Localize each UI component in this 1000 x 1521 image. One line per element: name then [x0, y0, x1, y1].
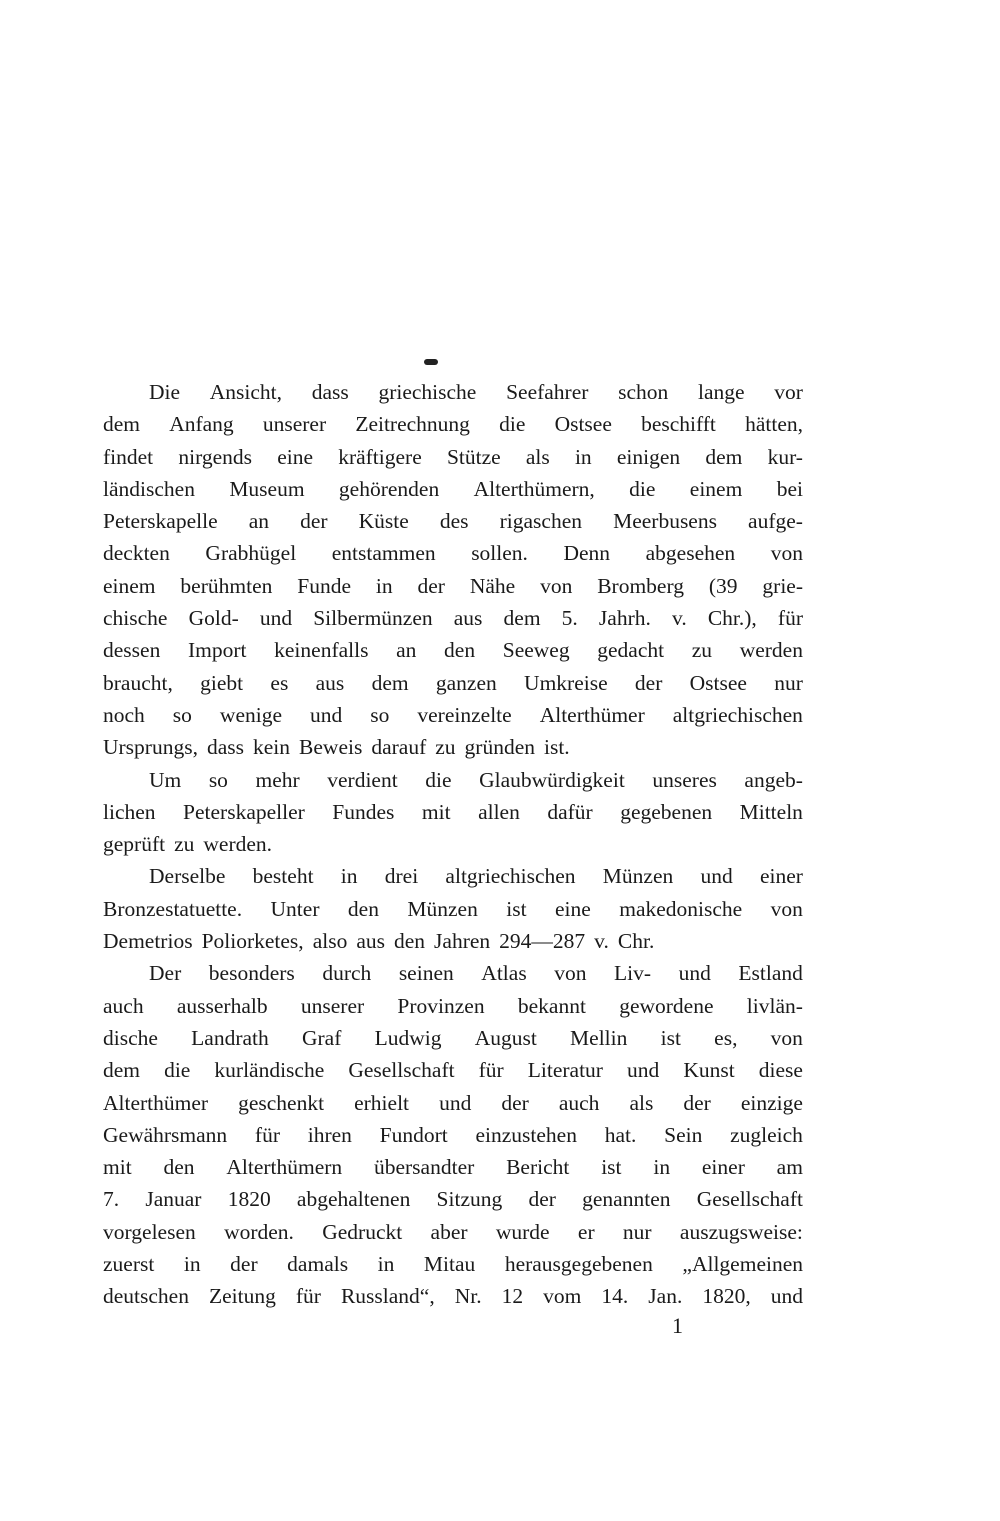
word: Gold- — [188, 606, 239, 631]
text-line — [103, 602, 803, 634]
text-line — [103, 1022, 803, 1054]
word: besonders — [208, 961, 295, 986]
word: der — [634, 670, 663, 695]
word: beschifft — [641, 412, 716, 437]
word: allen — [478, 799, 520, 824]
word: übersandter — [373, 1155, 475, 1180]
text-line — [103, 1183, 803, 1215]
word: ist — [660, 1025, 681, 1050]
word: 294—287 — [499, 929, 586, 954]
word: zu — [691, 638, 713, 663]
word: Atlas — [481, 961, 527, 986]
word: ist. — [543, 735, 570, 760]
text-line — [103, 1119, 803, 1151]
word: von — [770, 541, 803, 566]
word: zuerst — [103, 1252, 155, 1277]
word: gewordene — [619, 993, 714, 1018]
word: Alterthümer — [539, 702, 645, 727]
word: Ostsee — [689, 670, 747, 695]
text-line — [103, 699, 803, 731]
word: eine — [277, 444, 313, 469]
word: 7. — [103, 1187, 120, 1212]
word: wenige — [219, 702, 283, 727]
word: in — [375, 573, 393, 598]
word: entstammen — [331, 541, 436, 566]
word: den — [444, 638, 476, 663]
word: ist — [506, 896, 527, 921]
word: Literatur — [527, 1058, 603, 1083]
word: einigen — [616, 444, 681, 469]
word: in — [574, 444, 592, 469]
word: kein — [253, 735, 291, 760]
word: Jan. — [648, 1284, 683, 1309]
word: gründen — [464, 735, 535, 760]
word: Um — [149, 767, 182, 792]
page-number: 1 — [672, 1313, 683, 1338]
word: der — [230, 1252, 258, 1277]
word: herausgegebenen — [504, 1252, 653, 1277]
word: aus — [356, 929, 385, 954]
word: am — [776, 1155, 803, 1180]
word: von — [770, 896, 803, 921]
word: Chr.), — [707, 606, 757, 631]
word: zugleich — [730, 1122, 803, 1147]
word: makedonische — [619, 896, 743, 921]
word: Russland“, — [340, 1284, 435, 1309]
word: gegebenen — [620, 799, 713, 824]
word: geschenkt — [238, 1090, 325, 1115]
word: und — [310, 702, 343, 727]
text-line — [103, 473, 803, 505]
word: und — [770, 1284, 803, 1309]
word: Kunst — [683, 1058, 735, 1083]
word: Poliorketes, — [201, 929, 304, 954]
word: Funde — [297, 573, 351, 598]
word: (39 — [708, 573, 738, 598]
word: zu — [174, 832, 195, 857]
word: in — [183, 1252, 201, 1277]
word: Alterthümern, — [473, 476, 595, 501]
word: lichen — [103, 799, 156, 824]
word: so — [208, 767, 228, 792]
word: Zeitung — [208, 1284, 276, 1309]
word: in — [340, 864, 358, 889]
word: Gesellschaft — [696, 1187, 803, 1212]
word: ausserhalb — [176, 993, 268, 1018]
word: dem — [103, 412, 141, 437]
word: besteht — [252, 864, 314, 889]
word: abgehaltenen — [296, 1187, 411, 1212]
word: vom — [543, 1284, 582, 1309]
word: berühmten — [180, 573, 273, 598]
word: Gedruckt — [322, 1219, 403, 1244]
word: unseres — [652, 767, 717, 792]
word: Januar — [145, 1187, 202, 1212]
text-line — [103, 796, 803, 828]
word: einem — [103, 573, 156, 598]
text-line — [103, 1248, 803, 1280]
text-line — [103, 957, 803, 989]
word: unserer — [262, 412, 327, 437]
word: noch — [103, 702, 145, 727]
word: wurde — [495, 1219, 550, 1244]
word: Die — [149, 380, 181, 404]
word: dische — [103, 1025, 158, 1050]
word: Import — [187, 638, 247, 663]
word: auch — [103, 993, 144, 1018]
word: Fundort — [379, 1122, 448, 1147]
text-line — [103, 1054, 803, 1086]
text-line — [103, 441, 803, 473]
word: für — [254, 1122, 280, 1147]
word: ist — [601, 1155, 622, 1180]
word: dem — [705, 444, 743, 469]
word: dass — [206, 735, 244, 760]
text-line — [103, 1280, 803, 1312]
word: an — [396, 638, 417, 663]
word: Landrath — [191, 1025, 269, 1050]
text-line — [103, 764, 803, 796]
word: Alterthümer — [103, 1090, 209, 1115]
word: findet — [103, 444, 154, 469]
word: erhielt — [354, 1090, 410, 1115]
word: Silbermünzen — [313, 606, 433, 631]
word: Stütze — [446, 444, 501, 469]
word: bekannt — [517, 993, 586, 1018]
word: Der — [149, 961, 182, 986]
word: Alterthümern — [226, 1155, 343, 1180]
word: August — [474, 1025, 537, 1050]
word: aus — [453, 606, 483, 631]
word: die — [164, 1058, 191, 1083]
word: Museum — [229, 476, 305, 501]
word: keinenfalls — [274, 638, 369, 663]
word: Ansicht, — [209, 380, 283, 404]
text-line — [103, 860, 803, 892]
word: der — [501, 1090, 529, 1115]
word: einzige — [740, 1090, 803, 1115]
word: er — [577, 1219, 595, 1244]
word: also — [312, 929, 348, 954]
word: es — [270, 670, 289, 695]
text-line — [103, 570, 803, 602]
word: aber — [430, 1219, 468, 1244]
word: dem — [503, 606, 541, 631]
word: angeb- — [744, 767, 803, 792]
word: für — [478, 1058, 504, 1083]
word: darauf — [371, 735, 427, 760]
word: von — [554, 961, 587, 986]
word: braucht, — [103, 670, 173, 695]
text-line — [103, 1216, 803, 1248]
word: und — [259, 606, 293, 631]
word: gehörenden — [338, 476, 440, 501]
word: kur- — [767, 444, 803, 469]
word: Beweis — [299, 735, 363, 760]
word: und — [678, 961, 711, 986]
word: Fundes — [332, 799, 395, 824]
word: ländischen — [103, 476, 195, 501]
word: 14. — [601, 1284, 629, 1309]
word: deckten — [103, 541, 170, 566]
word: Münzen — [407, 896, 478, 921]
word: 5. — [561, 606, 578, 631]
word: altgriechischen — [445, 864, 576, 889]
word: Glaubwürdigkeit — [479, 767, 625, 792]
text-line — [103, 1151, 803, 1183]
word: geprüft — [103, 832, 166, 857]
word: „Allgemeinen — [682, 1252, 803, 1277]
word: Gewährsmann — [103, 1122, 228, 1147]
word: giebt — [200, 670, 244, 695]
word: Jahrh. — [598, 606, 651, 631]
word: Chr. — [617, 929, 655, 954]
word: Peterskapeller — [183, 799, 305, 824]
word: und — [627, 1058, 660, 1083]
word: livlän- — [746, 993, 803, 1018]
text-line — [103, 634, 803, 666]
word: 12 — [501, 1284, 524, 1309]
word: v. — [594, 929, 609, 954]
word: seinen — [398, 961, 454, 986]
word: Unter — [270, 896, 320, 921]
word: Sitzung — [436, 1187, 503, 1212]
word: vorgelesen — [103, 1219, 196, 1244]
ink-smudge — [424, 359, 438, 365]
word: sollen. — [471, 541, 528, 566]
word: dafür — [547, 799, 593, 824]
word: drei — [384, 864, 419, 889]
word: genannten — [582, 1187, 671, 1212]
word: einem — [689, 476, 743, 501]
word: auch — [558, 1090, 600, 1115]
word: einer — [759, 864, 803, 889]
word: worden. — [224, 1219, 294, 1244]
word: Zeitrechnung — [355, 412, 470, 437]
word: grie- — [762, 573, 803, 598]
word: von — [770, 1025, 803, 1050]
word: Bronzestatuette. — [103, 896, 243, 921]
word: Bromberg — [597, 573, 684, 598]
word: der — [417, 573, 445, 598]
word: kräftigere — [338, 444, 422, 469]
word: Ludwig — [374, 1025, 442, 1050]
word: den — [394, 929, 426, 954]
word: von — [540, 573, 573, 598]
word: und — [700, 864, 733, 889]
word: es, — [714, 1025, 738, 1050]
word: einer — [701, 1155, 745, 1180]
word: chische — [103, 606, 168, 631]
word: Peterskapelle — [103, 509, 218, 534]
word: dass — [311, 380, 349, 404]
word: Mitau — [423, 1252, 476, 1277]
word: der — [683, 1090, 711, 1115]
word: Provinzen — [397, 993, 485, 1018]
word: Mitteln — [739, 799, 803, 824]
word: Nähe — [469, 573, 516, 598]
word: Ostsee — [554, 412, 612, 437]
word: Küste — [358, 509, 409, 534]
word: Seefahrer — [506, 380, 589, 404]
word: Meerbusens — [613, 509, 717, 534]
word: nirgends — [178, 444, 252, 469]
word: für — [295, 1284, 321, 1309]
word: Jahren — [434, 929, 491, 954]
word: eine — [555, 896, 591, 921]
word: nur — [774, 670, 803, 695]
word: unserer — [300, 993, 365, 1018]
word: Denn — [563, 541, 611, 566]
word: Umkreise — [524, 670, 608, 695]
word: des — [439, 509, 469, 534]
word: lange — [698, 380, 745, 404]
word: gedacht — [597, 638, 665, 663]
word: den — [347, 896, 379, 921]
word: die — [425, 767, 452, 792]
word: als — [525, 444, 550, 469]
word: vereinzelte — [417, 702, 512, 727]
word: vor — [774, 380, 803, 404]
word: die — [629, 476, 656, 501]
text-line — [103, 731, 803, 763]
word: der — [528, 1187, 556, 1212]
word: einzustehen — [475, 1122, 577, 1147]
word: mit — [103, 1155, 132, 1180]
word: Nr. — [454, 1284, 482, 1309]
word: für — [777, 606, 803, 631]
word: Seeweg — [502, 638, 570, 663]
word: dem — [371, 670, 409, 695]
word: in — [653, 1155, 671, 1180]
word: bei — [776, 476, 803, 501]
word: Estland — [738, 961, 803, 986]
word: Ursprungs, — [103, 735, 198, 760]
word: 1820 — [227, 1187, 271, 1212]
word: dessen — [103, 638, 161, 663]
word: Demetrios — [103, 929, 193, 954]
word: altgriechischen — [672, 702, 803, 727]
word: diese — [758, 1058, 803, 1083]
word: der — [300, 509, 328, 534]
word: ganzen — [435, 670, 497, 695]
word: Mellin — [570, 1025, 628, 1050]
word: an — [248, 509, 269, 534]
word: aufge- — [748, 509, 803, 534]
word: zu — [435, 735, 456, 760]
word: werden. — [203, 832, 273, 857]
word: Gesellschaft — [348, 1058, 455, 1083]
word: abgesehen — [645, 541, 736, 566]
word: die — [499, 412, 526, 437]
word: schon — [618, 380, 669, 404]
word: griechische — [378, 380, 477, 404]
word: den — [163, 1155, 195, 1180]
word: nur — [622, 1219, 652, 1244]
text-line — [103, 828, 803, 860]
word: so — [370, 702, 390, 727]
word: so — [172, 702, 192, 727]
word: Münzen — [602, 864, 674, 889]
word: mehr — [255, 767, 300, 792]
text-line — [103, 376, 803, 408]
word: damals — [287, 1252, 349, 1277]
word: mit — [421, 799, 451, 824]
word: Grabhügel — [205, 541, 297, 566]
text-line — [103, 537, 803, 569]
word: dem — [103, 1058, 141, 1083]
text-line — [103, 1087, 803, 1119]
word: durch — [322, 961, 372, 986]
word: Derselbe — [149, 864, 226, 889]
text-line — [103, 667, 803, 699]
word: aus — [315, 670, 345, 695]
word: 1820, — [702, 1284, 751, 1309]
text-line — [103, 990, 803, 1022]
text-line — [103, 505, 803, 537]
word: deutschen — [103, 1284, 189, 1309]
word: Bericht — [506, 1155, 570, 1180]
word: hat. — [604, 1122, 637, 1147]
word: hätten, — [745, 412, 803, 437]
text-line — [103, 408, 803, 440]
word: als — [629, 1090, 654, 1115]
word: v. — [671, 606, 687, 631]
word: kurländische — [214, 1058, 325, 1083]
word: in — [377, 1252, 395, 1277]
word: rigaschen — [499, 509, 582, 534]
word: verdient — [327, 767, 398, 792]
text-line — [103, 893, 803, 925]
body-text — [103, 376, 803, 1313]
word: und — [439, 1090, 472, 1115]
word: Anfang — [169, 412, 234, 437]
word: Liv- — [614, 961, 652, 986]
word: Graf — [301, 1025, 342, 1050]
text-line — [103, 925, 803, 957]
word: ihren — [307, 1122, 352, 1147]
word: auszugsweise: — [679, 1219, 803, 1244]
word: Sein — [664, 1122, 703, 1147]
word: werden — [739, 638, 803, 663]
